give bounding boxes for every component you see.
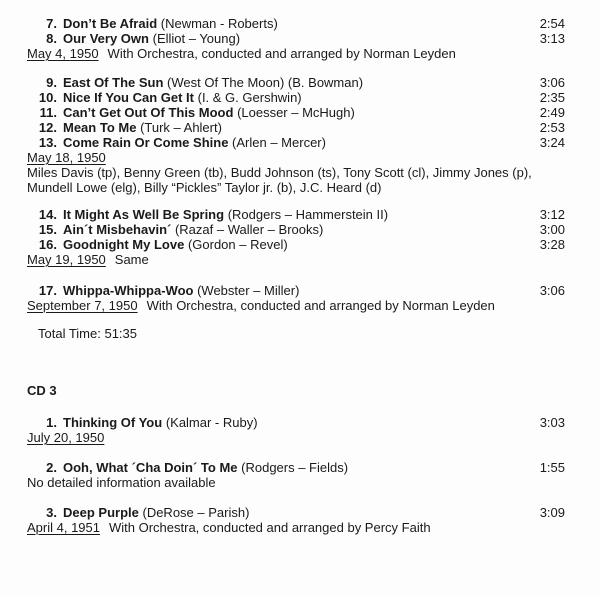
track-title-line [63,31,531,46]
track-title: Ain´t Misbehavin´ [63,222,172,237]
track-title: Goodnight My Love [63,237,185,252]
track-number: 13. [38,135,57,150]
track-time: 3:13 [539,31,565,46]
track-title-line [63,90,531,105]
track-time: 2:35 [539,90,565,105]
track-title-line [63,16,531,31]
track-time: 3:12 [539,207,565,222]
session-info: With Orchestra, conducted and arranged by Norman Leyden [146,298,495,313]
track-title: Don’t Be Afraid [63,16,158,31]
track-time: 3:24 [539,135,565,150]
cd3-session-group-1 [27,415,565,445]
session-group-3 [27,207,565,267]
total-time: Total Time: 51:35 [38,326,137,341]
session-line [27,430,565,445]
track-time: 3:09 [539,505,565,520]
session-info: With Orchestra, conducted and arranged by Norman Leyden [107,46,456,61]
track-title-line [63,460,531,475]
track-time: 3:03 [539,415,565,430]
track-credits: (I. & G. Gershwin) [197,90,302,105]
track-number: 14. [38,207,57,222]
track-title-line [63,415,531,430]
track-time: 2:53 [539,120,565,135]
track-title-line [63,75,531,90]
track-time: 3:06 [539,283,565,298]
session-date: May 19, 1950 [27,252,106,267]
track-row [27,283,565,298]
track-credits: (DeRose – Parish) [142,505,250,520]
track-time: 2:54 [539,16,565,31]
track-number: 11. [39,105,57,120]
session-info: With Orchestra, conducted and arranged by Percy Faith [109,520,431,535]
personnel-line: Mundell Lowe (elg), Billy “Pickles” Taylor jr. (b), J.C. Heard (d) [27,180,382,195]
track-row [27,16,565,31]
cd3-heading: CD 3 [27,383,57,398]
session-date: September 7, 1950 [27,298,138,313]
track-title-line [63,222,531,237]
track-title: Our Very Own [63,31,149,46]
session-group-4 [27,283,565,313]
track-row [27,460,565,475]
session-date: July 20, 1950 [27,430,105,445]
track-title: Whippa-Whippa-Woo [63,283,194,298]
track-credits: (Loesser – McHugh) [237,105,355,120]
track-credits: (Turk – Ahlert) [140,120,222,135]
session-date: April 4, 1951 [27,520,100,535]
track-title: Thinking Of You [63,415,163,430]
track-row [27,237,565,252]
track-credits: (Rodgers – Fields) [241,460,349,475]
track-number: 7. [46,16,57,31]
track-credits: (West Of The Moon) (B. Bowman) [167,75,364,90]
track-time: 3:06 [539,75,565,90]
session-line [27,298,565,313]
track-time: 3:28 [539,237,565,252]
track-number: 12. [38,120,57,135]
track-number: 10. [38,90,57,105]
track-credits: (Kalmar - Ruby) [165,415,258,430]
track-title-line [63,505,531,520]
session-date: May 18, 1950 [27,150,106,165]
track-title: Nice If You Can Get It [63,90,194,105]
track-title-line [63,120,531,135]
track-time: 1:55 [539,460,565,475]
track-number: 2. [46,460,57,475]
track-row [27,90,565,105]
track-row [27,75,565,90]
personnel-line: Miles Davis (tp), Benny Green (tb), Budd Johnson (ts), Tony Scott (cl), Jimmy Jones (p), [27,165,532,180]
track-title-line [63,105,531,120]
track-credits: (Gordon – Revel) [187,237,288,252]
track-row [27,505,565,520]
track-title-line [63,135,531,150]
track-row [27,105,565,120]
track-row [27,135,565,150]
track-number: 9. [46,75,57,90]
track-title: Ooh, What ´Cha Doin´ To Me [63,460,238,475]
session-line [27,252,565,267]
track-row [27,120,565,135]
cd3-session-group-2 [27,460,565,490]
session-group-2 [27,75,565,195]
session-line [27,150,565,165]
track-title: Deep Purple [63,505,139,520]
no-info-note: No detailed information available [27,475,216,490]
session-line [27,46,565,61]
track-credits: (Razaf – Waller – Brooks) [174,222,324,237]
track-row [27,207,565,222]
track-number: 1. [46,415,57,430]
track-row [27,222,565,237]
track-number: 8. [46,31,57,46]
track-credits: (Elliot – Young) [152,31,241,46]
cd3-session-group-3 [27,505,565,535]
track-credits: (Arlen – Mercer) [232,135,326,150]
track-credits: (Rodgers – Hammerstein II) [227,207,389,222]
track-time: 2:49 [539,105,565,120]
track-title-line [63,237,531,252]
track-title: It Might As Well Be Spring [63,207,225,222]
track-title: Come Rain Or Come Shine [63,135,229,150]
session-line [27,520,565,535]
track-number: 16. [38,237,57,252]
track-credits: (Webster – Miller) [197,283,300,298]
track-title: East Of The Sun [63,75,164,90]
track-number: 17. [38,283,57,298]
session-date: May 4, 1950 [27,46,99,61]
track-row [27,415,565,430]
track-credits: (Newman - Roberts) [160,16,278,31]
track-number: 15. [38,222,57,237]
track-number: 3. [46,505,57,520]
track-row [27,31,565,46]
session-group-1 [27,16,565,61]
track-time: 3:00 [539,222,565,237]
track-title: Mean To Me [63,120,137,135]
track-title-line [63,283,531,298]
track-title: Can’t Get Out Of This Mood [63,105,234,120]
session-info: Same [114,252,149,267]
track-title-line [63,207,531,222]
